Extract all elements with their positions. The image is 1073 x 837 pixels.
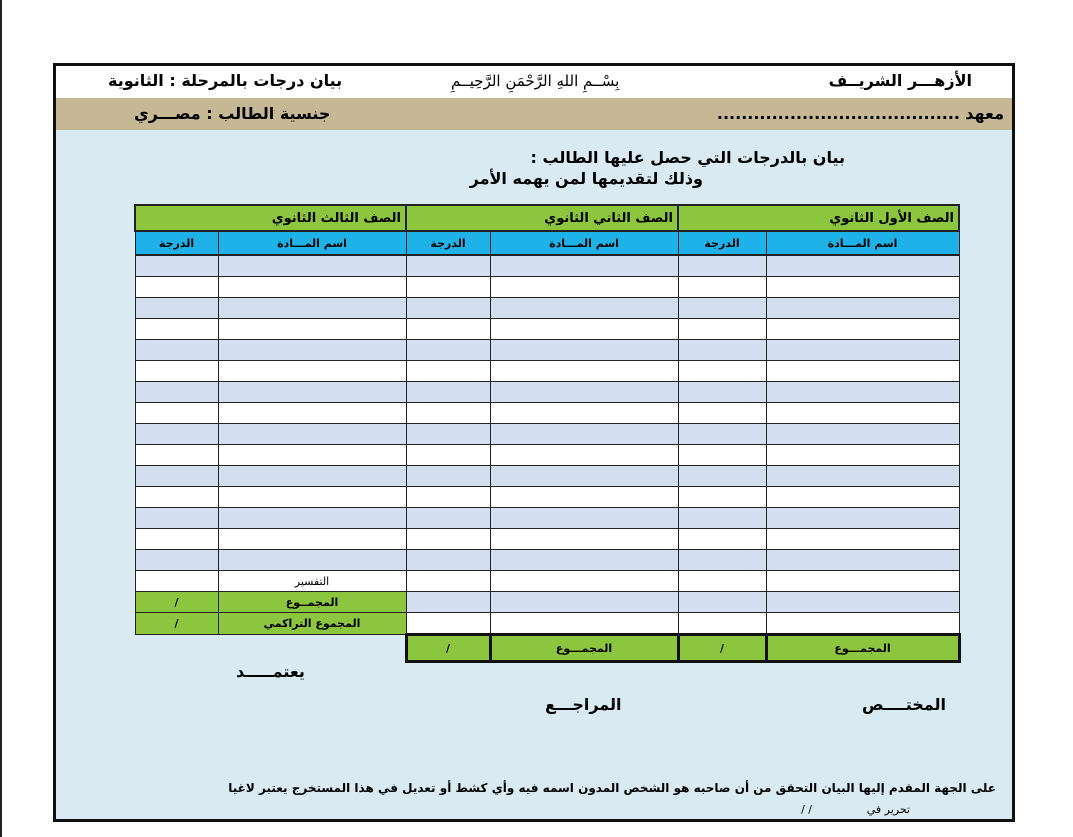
section-header-second: الصف الثاني الثانوي — [406, 205, 678, 231]
org-name: الأزهـــر الشريــف — [828, 71, 972, 90]
first-total-slash: / — [678, 635, 766, 662]
table-row — [135, 255, 959, 277]
table-row — [135, 319, 959, 340]
second-total-slash: / — [406, 635, 490, 662]
document-title: بيان درجات بالمرحلة : الثانوية — [108, 71, 343, 90]
first-total-label: المجمـــوع — [766, 635, 959, 662]
page-edge-rule — [0, 0, 2, 837]
col-grade-third: الدرجة — [135, 231, 218, 255]
table-row — [135, 550, 959, 571]
signature-specialist: المختــــص — [862, 695, 946, 714]
institute-label: معهد — [965, 104, 1004, 123]
col-subject-first: اسم المـــادة — [766, 231, 959, 255]
table-row — [135, 277, 959, 298]
table-row — [135, 445, 959, 466]
table-row — [135, 529, 959, 550]
student-nationality: جنسية الطالب : مصـــري — [134, 104, 331, 123]
tafsir-label: التفسير — [218, 571, 406, 592]
col-subject-second: اسم المـــادة — [490, 231, 678, 255]
table-row-tafsir — [135, 571, 959, 592]
institute-name-blank: ........................................ — [716, 104, 960, 123]
intro-line-2: وذلك لتقديمها لمن يهمه الأمر — [469, 169, 703, 188]
grade-statement-document — [53, 63, 1015, 822]
grades-table — [134, 204, 961, 663]
third-total-slash: / — [135, 592, 218, 613]
table-row-cumulative — [135, 613, 959, 635]
table-row — [135, 424, 959, 445]
table-row — [135, 340, 959, 361]
cumulative-label: المجموع التراكمي — [218, 613, 406, 635]
table-row — [135, 403, 959, 424]
third-total-label: المجمــوع — [218, 592, 406, 613]
table-row — [135, 508, 959, 529]
signature-reviewer: المراجـــع — [545, 695, 622, 714]
table-row-total — [135, 592, 959, 613]
cumulative-slash: / — [135, 613, 218, 635]
written-on-date-blank: / / — [801, 803, 812, 816]
second-total-label: المجمـــوع — [490, 635, 678, 662]
table-row — [135, 382, 959, 403]
col-grade-second: الدرجة — [406, 231, 490, 255]
table-row-section-totals — [135, 635, 959, 662]
basmala: بِسْــمِ اللهِ الرَّحْمَنِ الرَّحِيــمِ — [451, 72, 620, 90]
signature-approved: يعتمـــــد — [236, 662, 305, 681]
table-row — [135, 298, 959, 319]
table-row — [135, 361, 959, 382]
col-subject-third: اسم المـــادة — [218, 231, 406, 255]
section-header-first: الصف الأول الثانوي — [678, 205, 959, 231]
table-row — [135, 487, 959, 508]
section-header-third: الصف الثالث الثانوي — [135, 205, 406, 231]
footer-legal-note: على الجهة المقدم إليها البيان التحقق من أن صاحبه هو الشخص المدون اسمه فيه وأي كشط أو تعديل في هذا المستخرج يعتبر لاغيا — [228, 781, 996, 795]
table-row — [135, 466, 959, 487]
intro-line-1: بيان بالدرجات التي حصل عليها الطالب : — [530, 148, 845, 167]
col-grade-first: الدرجة — [678, 231, 766, 255]
written-on-label: تحرير في — [866, 803, 910, 816]
